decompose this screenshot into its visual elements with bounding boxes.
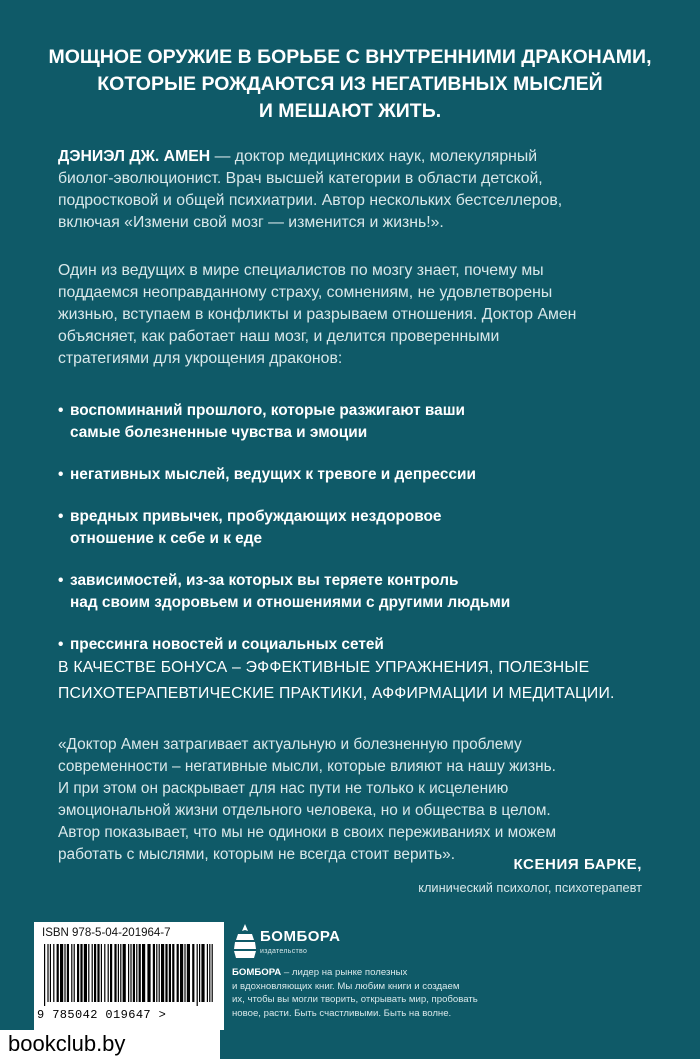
barcode-bar (172, 944, 174, 1002)
barcode-bar (130, 944, 131, 1002)
quote-line: работать с мыслями, которым не всегда стоит верить». (58, 846, 455, 863)
barcode-bar (184, 944, 185, 1002)
list-item-line: зависимостей, из-за которых вы теряете контроль (70, 572, 459, 589)
intro-line: поддаемся неоправданному страху, сомнениям, не удовлетворены (58, 284, 553, 301)
publisher-description (232, 966, 478, 1020)
barcode-bar (50, 944, 51, 1002)
quote-author-role: клинический психолог, психотерапевт (418, 880, 642, 895)
barcode-bar (123, 944, 126, 1002)
barcode-bar (209, 944, 210, 1002)
list-item (58, 464, 658, 486)
publisher-brand: БОМБОРА (232, 967, 282, 978)
list-item-line: отношение к себе и к еде (70, 530, 263, 547)
barcode-bar (47, 944, 48, 1002)
list-item (58, 400, 658, 444)
barcode-bar (159, 944, 160, 1002)
publisher-logo-name: БОМБОРА (260, 928, 341, 945)
list-item-line: самые болезненные чувства и эмоции (70, 424, 368, 441)
barcode-bar (57, 944, 59, 1002)
barcode-bar (147, 944, 150, 1002)
list-item-line: негативных мыслей, ведущих к тревоге и депрессии (70, 466, 476, 483)
bullet-icon: • (58, 466, 64, 483)
intro-line: жизнью, вступаем в конфликты и разрываем отношения. Доктор Амен (58, 306, 577, 323)
barcode-bar (44, 944, 45, 1006)
barcode-bar (84, 944, 87, 1002)
publisher-line: их, чтобы вы могли творить, открывать мир, пробовать (232, 994, 478, 1005)
author-bio-line-rest: — доктор медицинских наук, молекулярный (210, 148, 538, 165)
barcode-bar (177, 944, 179, 1002)
headline (40, 44, 660, 125)
barcode-bar (153, 944, 155, 1002)
barcode-bar (114, 944, 116, 1002)
barcode-bar (156, 944, 157, 1002)
publisher-line-rest: – лидер на рынке полезных (281, 967, 408, 978)
author-bio-line: биолог-эволюционист. Врач высшей категории в области детской, (58, 170, 543, 187)
dragon-list (58, 400, 658, 676)
barcode-bar (80, 944, 82, 1002)
isbn-barcode (34, 922, 224, 1030)
barcode-bar (187, 944, 190, 1002)
publisher-logo-subtitle: издательство (260, 948, 308, 955)
quote-line: современности – негативные мысли, которые влияют на нашу жизнь. (58, 758, 556, 775)
bullet-icon: • (58, 402, 64, 419)
author-bio-line (58, 146, 658, 168)
barcode-bar (104, 944, 105, 1002)
headline-line: КОТОРЫЕ РОЖДАЮТСЯ ИЗ НЕГАТИВНЫХ МЫСЛЕЙ (97, 73, 603, 95)
barcode-bar (197, 944, 198, 1006)
barcode-bar (108, 944, 109, 1002)
barcode-bar (142, 944, 145, 1002)
quote-line: И при этом он раскрывает для нас пути не только к исцелению (58, 780, 509, 797)
barcode-bar (207, 944, 208, 1002)
barcode-bar (74, 944, 75, 1002)
barcode-bar (201, 944, 204, 1002)
barcode-bar (92, 944, 93, 1002)
publisher-line: новое, расти. Быть счастливыми. Быть на волне. (232, 1007, 452, 1019)
barcode-icon (42, 944, 216, 1006)
barcode-bar (161, 944, 164, 1002)
quote-line: «Доктор Амен затрагивает актуальную и болезненную проблему (58, 736, 522, 753)
barcode-bar (77, 944, 79, 1002)
intro-paragraph (58, 260, 658, 370)
isbn-number: ISBN 978-5-04-201964-7 (42, 927, 171, 939)
barcode-bar (110, 944, 112, 1002)
bonus-line: ПСИХОТЕРАПЕВТИЧЕСКИЕ ПРАКТИКИ, АФФИРМАЦИИ И МЕДИТАЦИИ. (58, 685, 615, 702)
bonus-text (58, 655, 678, 707)
quote-author-name: КСЕНИЯ БАРКЕ, (513, 856, 642, 873)
barcode-bar (71, 944, 72, 1002)
author-bio-line: включая «Измени свой мозг — изменится и жизнь!». (58, 214, 444, 231)
list-item (58, 634, 658, 656)
list-item-line: прессинга новостей и социальных сетей (70, 636, 384, 653)
list-item (58, 506, 658, 550)
barcode-bar (101, 944, 102, 1002)
barcode-bar (67, 944, 69, 1002)
intro-line: Один из ведущих в мире специалистов по мозгу знает, почему мы (58, 262, 544, 279)
site-watermark (0, 1030, 220, 1059)
list-item-line: над своим здоровьем и отношениями с другими людьми (70, 594, 511, 611)
watermark-text: bookclub.by (8, 1031, 126, 1056)
list-item-line: воспоминаний прошлого, которые разжигают ваши (70, 402, 466, 419)
publisher-logo (232, 920, 372, 964)
barcode-bar (60, 944, 63, 1002)
testimonial-quote (58, 734, 678, 866)
list-item (58, 570, 658, 614)
barcode-bar (192, 944, 194, 1002)
publisher-line (232, 966, 472, 980)
barcode-bar (169, 944, 171, 1002)
bullet-icon: • (58, 636, 64, 653)
barcode-bar (139, 944, 141, 1002)
quote-line: эмоциональной жизни отдельного человека, но и общества в целом. (58, 802, 551, 819)
headline-line: И МЕШАЮТ ЖИТЬ. (258, 100, 442, 122)
barcode-bar (199, 944, 200, 1002)
barcode-bar (165, 944, 167, 1002)
barcode-bar (64, 944, 65, 1002)
headline-line: МОЩНОЕ ОРУЖИЕ В БОРЬБЕ С ВНУТРЕННИМИ ДРАКОНАМИ, (48, 46, 652, 68)
bullet-icon: • (58, 508, 64, 525)
barcode-bar (212, 944, 213, 1002)
bullet-icon: • (58, 572, 64, 589)
intro-line: объясняет, как работает наш мозг, и делится проверенными (58, 328, 500, 345)
barcode-bar (94, 944, 96, 1002)
author-name: ДЭНИЭЛ ДЖ. АМЕН (58, 148, 211, 165)
list-item-line: вредных привычек, пробуждающих нездоровое (70, 508, 442, 525)
barcode-bar (180, 944, 183, 1002)
barcode-bar (120, 944, 121, 1002)
intro-line: стратегиями для укрощения драконов: (58, 350, 343, 367)
bonus-line: В КАЧЕСТВЕ БОНУСА – ЭФФЕКТИВНЫЕ УПРАЖНЕНИЯ, ПОЛЕЗНЫЕ (58, 659, 590, 676)
barcode-digits: 9 785042 019647 > (37, 1008, 167, 1022)
barcode-bar (118, 944, 119, 1002)
author-bio (58, 146, 658, 234)
barcode-bar (128, 944, 129, 1002)
publisher-line: и вдохновляющих книг. Мы любим книги и создаем (232, 980, 460, 992)
author-bio-line: подростковой и общей психиатрии. Автор нескольких бестселлеров, (58, 192, 563, 209)
barcode-bar (88, 944, 89, 1002)
bomb-logo-icon (232, 922, 258, 962)
barcode-bar (136, 944, 137, 1002)
barcode-bar (97, 944, 99, 1002)
barcode-bar (53, 944, 54, 1002)
quote-line: Автор показывает, что мы не одиноки в своих переживаниях и можем (58, 824, 557, 841)
barcode-bar (133, 944, 135, 1002)
